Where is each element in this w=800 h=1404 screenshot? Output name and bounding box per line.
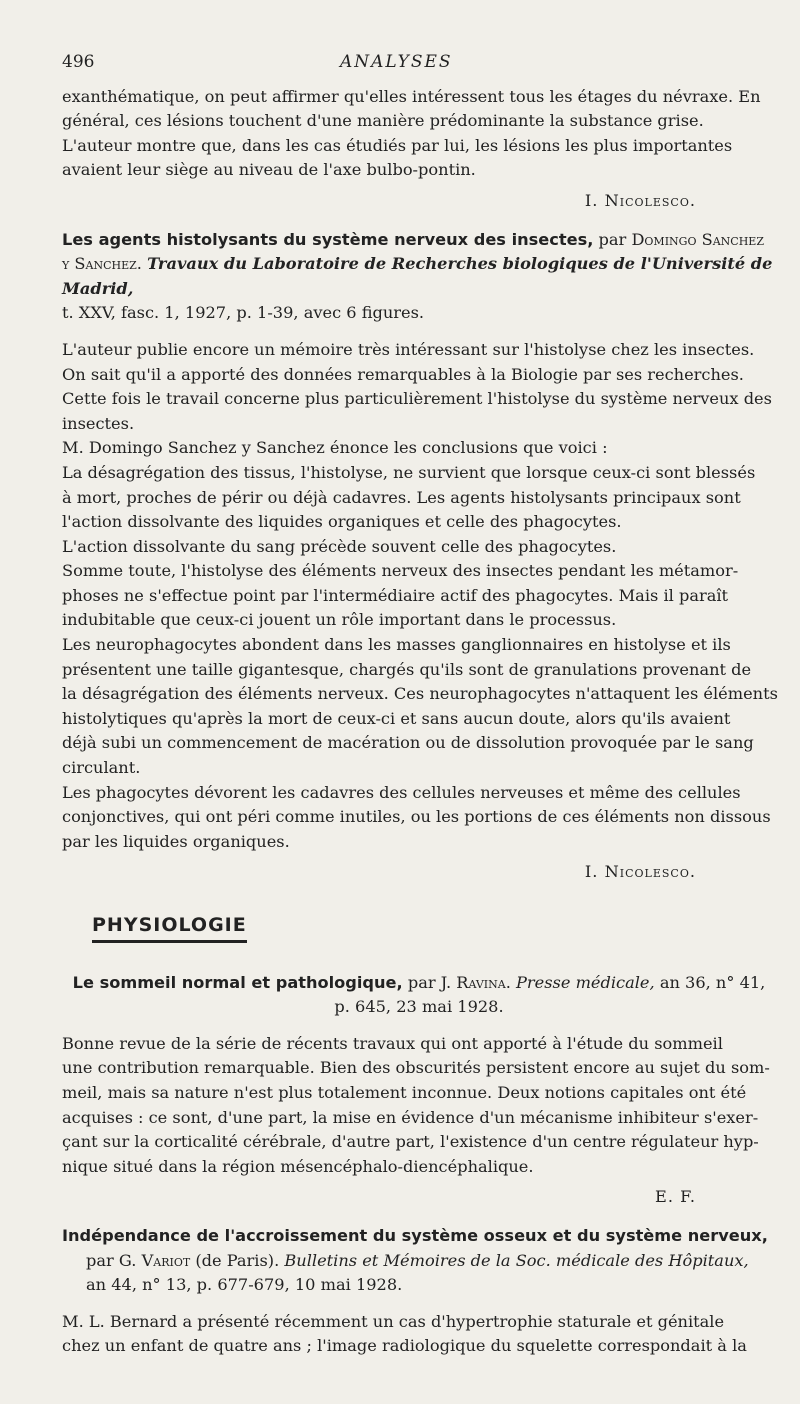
- text-line: à mort, proches de périr ou déjà cadavres. Les agents histolysants principaux sont: [62, 487, 741, 507]
- text-line: Bonne revue de la série de récents travaux qui ont apporté à l'étude du sommeil: [62, 1033, 723, 1053]
- section-heading: PHYSIOLOGIE: [92, 913, 247, 943]
- text-line: acquises : ce sont, d'une part, la mise en évidence d'un mécanisme inhibiteur s'exer-: [62, 1107, 759, 1127]
- text-line: Somme toute, l'histolyse des éléments nerveux des insectes pendant les métamor-: [62, 561, 739, 581]
- text-line: çant sur la corticalité cérébrale, d'autre part, l'existence d'un centre régulateur hyp-: [62, 1132, 759, 1152]
- text-line: exanthématique, on peut affirmer qu'elles intéressent tous les étages du névraxe. En: [62, 86, 761, 106]
- page-header: [62, 50, 776, 75]
- text-line: circulant.: [62, 758, 141, 778]
- article-by: par J.: [407, 972, 452, 992]
- text-line: histolytiques qu'après la mort de ceux-ci et sans aucun doute, alors qu'ils avaient: [62, 708, 731, 728]
- text-line: avaient leur siège au niveau de l'axe bulbo-pontin.: [62, 160, 476, 180]
- article-heading: [62, 1224, 776, 1298]
- signature: E. F.: [655, 1187, 696, 1207]
- article-journal: Presse médicale,: [516, 972, 655, 992]
- text-line: Cette fois le travail concerne plus particulièrement l'histolyse du système nerveux des: [62, 389, 772, 409]
- article-reference: an 36, n° 41,: [659, 972, 766, 992]
- article-by: par G.: [86, 1250, 137, 1270]
- text-line: par les liquides organiques.: [62, 831, 290, 851]
- text-line: la désagrégation des éléments nerveux. Ces neurophagocytes n'attaquent les éléments: [62, 684, 778, 704]
- running-title: ANALYSES: [340, 52, 453, 72]
- text-line: La désagrégation des tissus, l'histolyse, ne survient que lorsque ceux-ci sont blessés: [62, 462, 756, 482]
- page-number: 496: [62, 52, 95, 72]
- text-line: déjà subi un commencement de macération ou de dissolution provoquée par le sang: [62, 733, 754, 753]
- article-by: par: [598, 229, 627, 249]
- text-line: Les phagocytes dévorent les cadavres des cellules nerveuses et même des cellules: [62, 782, 741, 802]
- article-reference-line: p. 645, 23 mai 1928.: [334, 997, 504, 1017]
- text-line: l'action dissolvante des liquides organiques et celle des phagocytes.: [62, 512, 622, 532]
- article-title: Indépendance de l'accroissement du système osseux et du système nerveux,: [62, 1225, 768, 1245]
- text-line: Les neurophagocytes abondent dans les masses ganglionnaires en histolyse et ils: [62, 635, 731, 655]
- text-line: L'auteur publie encore un mémoire très intéressant sur l'histolyse chez les insectes.: [62, 339, 755, 359]
- article-continued: [62, 85, 776, 214]
- article-title: Les agents histolysants du système nerveux des insectes,: [62, 229, 594, 249]
- text-line: insectes.: [62, 413, 135, 433]
- text-line: présentent une taille gigantesque, chargés qu'ils sont de granulations provenant de: [62, 659, 752, 679]
- article-author: Ravina.: [456, 972, 511, 992]
- article-independance: [62, 1224, 776, 1359]
- text-line: phoses ne s'effectue point par l'intermédiaire actif des phagocytes. Mais il paraît: [62, 585, 729, 605]
- text-line: L'action dissolvante du sang précède souvent celle des phagocytes.: [62, 536, 617, 556]
- text-line: M. Domingo Sanchez y Sanchez énonce les conclusions que voici :: [62, 438, 608, 458]
- signature: I. Nicolesco.: [584, 190, 696, 210]
- signature: I. Nicolesco.: [584, 862, 696, 882]
- article-reference: an 44, n° 13, p. 677-679, 10 mai 1928.: [86, 1275, 403, 1295]
- text-line: On sait qu'il a apporté des données remarquables à la Biologie par ses recherches.: [62, 364, 744, 384]
- article-heading: [62, 971, 776, 1020]
- article-sommeil: [62, 971, 776, 1210]
- article-title: Le sommeil normal et pathologique,: [72, 972, 403, 992]
- text-line: L'auteur montre que, dans les cas étudiés par lui, les lésions les plus importantes: [62, 135, 733, 155]
- text-line: général, ces lésions touchent d'une manière prédominante la substance grise.: [62, 111, 704, 131]
- text-line: meil, mais sa nature n'est plus totalement inconnue. Deux notions capitales ont été: [62, 1082, 747, 1102]
- article-reference: t. XXV, fasc. 1, 1927, p. 1-39, avec 6 figures.: [62, 303, 425, 323]
- text-line: nique situé dans la région mésencéphalo-diencéphalique.: [62, 1156, 534, 1176]
- text-line: une contribution remarquable. Bien des obscurités persistent encore au sujet du som-: [62, 1058, 770, 1078]
- article-heading: [62, 228, 776, 326]
- article-author: Variot: [141, 1250, 191, 1270]
- text-line: chez un enfant de quatre ans ; l'image radiologique du squelette correspondait à la: [62, 1336, 747, 1356]
- text-line: M. L. Bernard a présenté récemment un cas d'hypertrophie staturale et génitale: [62, 1311, 725, 1331]
- text-line: indubitable que ceux-ci jouent un rôle important dans le processus.: [62, 610, 617, 630]
- article-journal: Travaux du Laboratoire de Recherches biologiques de l'Université de Madrid,: [62, 254, 773, 298]
- article-place: (de Paris).: [195, 1250, 280, 1270]
- page: [62, 50, 776, 1359]
- article-author: Domingo Sanchez y Sanchez.: [62, 229, 764, 274]
- article-journal: Bulletins et Mémoires de la Soc. médicale des Hôpitaux,: [284, 1250, 749, 1270]
- article-histolysants: [62, 228, 776, 885]
- text-line: conjonctives, qui ont péri comme inutiles, ou les portions de ces éléments non dissous: [62, 807, 771, 827]
- article-heading-continued: [62, 1249, 776, 1298]
